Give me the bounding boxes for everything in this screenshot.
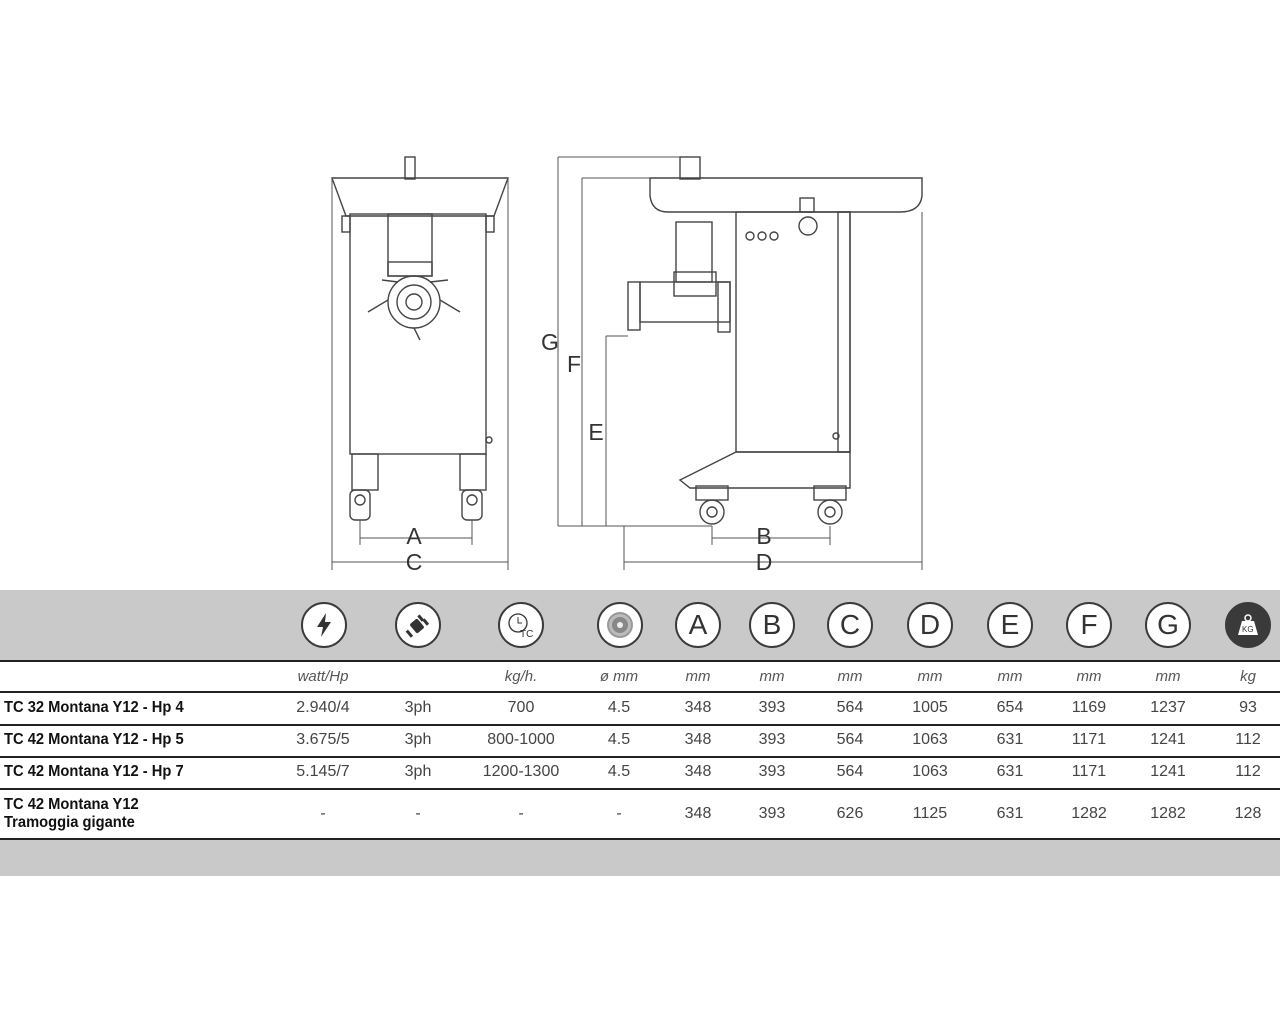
front-view-drawing (332, 157, 508, 520)
mincing-plate-icon (597, 602, 643, 648)
model-name-line: TC 32 Montana Y12 - Hp 4 (4, 699, 184, 716)
row-model-name (4, 731, 184, 749)
unit-g: mm (1155, 668, 1181, 685)
weight-kg-icon (1225, 602, 1271, 648)
dim-label-e: E (588, 419, 604, 445)
unit-a: mm (685, 668, 711, 685)
dim-label-f: F (566, 351, 582, 377)
table-cell: 631 (996, 805, 1024, 822)
table-cell: 564 (836, 731, 864, 748)
table-cell: 5.145/7 (296, 763, 350, 780)
row-model-name (4, 796, 139, 832)
table-cell: 1241 (1150, 763, 1186, 780)
dim-label-a: A (406, 523, 422, 549)
table-cell: 1125 (912, 805, 948, 822)
header-rule (0, 660, 1280, 662)
row-divider (0, 788, 1280, 790)
unit-e: mm (997, 668, 1023, 685)
table-cell: 626 (836, 805, 864, 822)
dimension-a-icon: A (675, 602, 721, 648)
table-cell: 128 (1234, 805, 1262, 822)
table-cell: - (320, 805, 326, 822)
table-cell: 3ph (404, 763, 432, 780)
table-cell: - (518, 805, 524, 822)
table-cell: 393 (758, 699, 786, 716)
table-cell: 1171 (1071, 731, 1107, 748)
table-cell: - (415, 805, 421, 822)
unit-weight: kg (1240, 668, 1256, 685)
table-cell: 631 (996, 731, 1024, 748)
model-name-line: TC 42 Montana Y12 (4, 796, 139, 813)
table-cell: 1171 (1071, 763, 1107, 780)
table-cell: 348 (684, 805, 712, 822)
table-cell: 3ph (404, 699, 432, 716)
table-cell: 700 (507, 699, 535, 716)
unit-c: mm (837, 668, 863, 685)
table-cell: 93 (1239, 699, 1257, 716)
table-cell: 564 (836, 699, 864, 716)
table-cell: 1282 (1150, 805, 1186, 822)
dimension-d-icon: D (907, 602, 953, 648)
svg-text:KG: KG (1242, 625, 1254, 634)
table-cell: 3.675/5 (296, 731, 350, 748)
plug-icon (395, 602, 441, 648)
unit-f: mm (1076, 668, 1102, 685)
dimension-b-icon: B (749, 602, 795, 648)
svg-text:TC: TC (520, 629, 534, 640)
dim-label-b: B (756, 523, 772, 549)
power-bolt-icon (301, 602, 347, 648)
table-cell: 4.5 (607, 699, 631, 716)
units-rule (0, 691, 1280, 693)
table-cell: 1005 (912, 699, 948, 716)
table-cell: 1063 (912, 763, 948, 780)
model-name-line: TC 42 Montana Y12 - Hp 5 (4, 731, 184, 748)
dimension-e-icon: E (987, 602, 1033, 648)
unit-plate: ø mm (599, 668, 639, 685)
table-cell: 1282 (1071, 805, 1107, 822)
table-cell: 1200-1300 (482, 763, 560, 780)
table-cell: 112 (1235, 763, 1261, 780)
dimension-g-icon: G (1145, 602, 1191, 648)
table-cell: 654 (996, 699, 1024, 716)
dimension-c-icon: C (827, 602, 873, 648)
dim-label-g: G (541, 329, 559, 355)
row-divider (0, 756, 1280, 758)
table-cell: 1241 (1150, 731, 1186, 748)
row-divider (0, 724, 1280, 726)
table-cell: 631 (996, 763, 1024, 780)
dim-label-d: D (755, 549, 773, 575)
row-model-name (4, 763, 184, 781)
side-view-drawing (628, 157, 922, 524)
table-cell: 348 (684, 699, 712, 716)
dim-label-c: C (405, 549, 423, 575)
dimension-f-icon: F (1066, 602, 1112, 648)
table-cell: 393 (758, 731, 786, 748)
table-cell: 1169 (1071, 699, 1107, 716)
table-cell: 564 (836, 763, 864, 780)
table-cell: 393 (758, 805, 786, 822)
table-cell: 348 (684, 763, 712, 780)
table-cell: 112 (1235, 731, 1261, 748)
table-cell: 1237 (1150, 699, 1186, 716)
unit-output: kg/h. (504, 668, 538, 685)
model-name-line: TC 42 Montana Y12 - Hp 7 (4, 763, 184, 780)
timer-tc-icon (498, 602, 544, 648)
table-cell: 4.5 (607, 763, 631, 780)
table-cell: 3ph (404, 731, 432, 748)
unit-b: mm (759, 668, 785, 685)
unit-d: mm (917, 668, 943, 685)
table-cell: 348 (684, 731, 712, 748)
model-name-line: Tramoggia gigante (4, 814, 135, 831)
row-model-name (4, 699, 184, 717)
table-cell: - (616, 805, 622, 822)
spec-footer-band (0, 840, 1280, 876)
table-cell: 800-1000 (487, 731, 555, 748)
unit-power: watt/Hp (297, 668, 349, 685)
table-cell: 4.5 (607, 731, 631, 748)
table-cell: 393 (758, 763, 786, 780)
table-cell: 2.940/4 (296, 699, 350, 716)
table-cell: 1063 (912, 731, 948, 748)
